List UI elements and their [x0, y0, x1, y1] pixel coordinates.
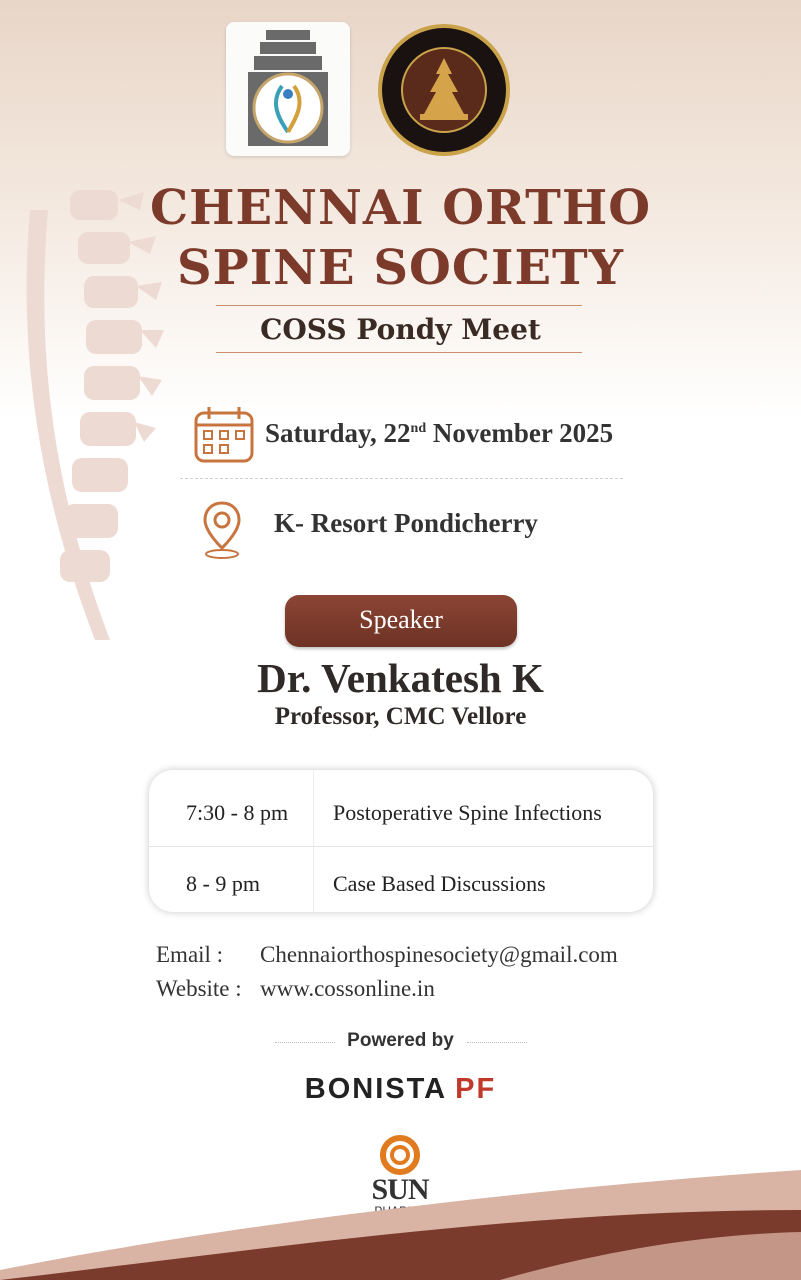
schedule-topic: Postoperative Spine Infections: [333, 800, 602, 825]
event-subtitle: COSS Pondy Meet: [260, 313, 541, 346]
contact-email-row: [156, 942, 618, 968]
contact-website-row: [156, 976, 435, 1002]
event-date: Saturday, 22nd November 2025: [265, 418, 614, 448]
page-title-line1: CHENNAI ORTHO: [149, 180, 652, 236]
email-link[interactable]: Chennaiorthospinesociety@gmail.com: [260, 942, 618, 967]
speaker-role: Professor, CMC Vellore: [274, 703, 527, 730]
speaker-name: Dr. Venkatesh K: [257, 655, 544, 701]
schedule-row: [149, 847, 653, 912]
footer-wave: [0, 1150, 801, 1280]
chennai-ortho-spine-society-logo: [226, 22, 350, 156]
calendar-icon: [194, 405, 254, 463]
bonista-pf-logo: BONISTA PF: [304, 1073, 497, 1105]
schedule-topic: Case Based Discussions: [333, 871, 546, 896]
divider: [216, 352, 582, 353]
speaker-label-badge: Speaker: [285, 595, 517, 647]
website-link[interactable]: www.cossonline.in: [260, 976, 435, 1001]
powered-by-label: Powered by: [347, 1030, 454, 1051]
madras-orthopaedic-society-seal: [376, 22, 512, 158]
location-pin-icon: [202, 500, 242, 560]
sun-pharma-logo: SUN: [340, 1135, 460, 1220]
email-label: Email :: [156, 942, 224, 967]
page-title-line2: SPINE SOCIETY: [176, 240, 625, 296]
event-venue: K- Resort Pondicherry: [274, 508, 538, 538]
schedule-table: [149, 770, 653, 912]
schedule-row: [149, 776, 653, 847]
divider: [180, 478, 623, 479]
schedule-time: 8 - 9 pm: [186, 871, 260, 896]
divider: [467, 1042, 527, 1043]
website-label: Website :: [156, 976, 242, 1001]
divider: [216, 305, 582, 306]
schedule-time: 7:30 - 8 pm: [186, 800, 289, 825]
